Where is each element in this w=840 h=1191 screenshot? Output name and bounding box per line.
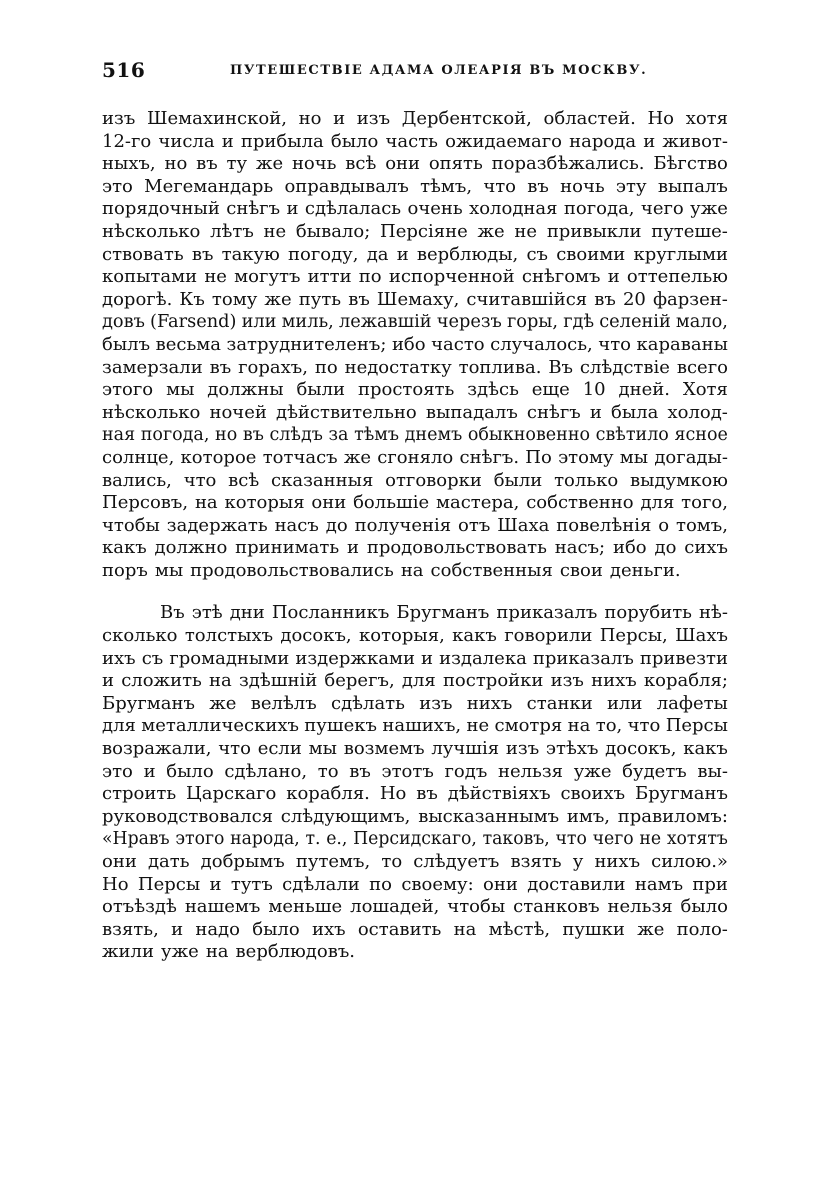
text-line: копытами не могутъ итти по испорченной снѣгомъ и оттепелью [102,266,728,288]
paragraph-2 [102,602,728,964]
paragraph-1 [102,108,728,582]
text-line: Персовъ, на которыя они большіе мастера, собственно для того, [102,492,728,514]
text-line: сколько толстыхъ досокъ, которыя, какъ говорили Персы, Шахъ [102,625,728,647]
text-line: вались, что всѣ сказанныя отговорки были только выдумкою [102,469,728,491]
text-line: ныхъ, но въ ту же ночь всѣ они опять поразбѣжались. Бѣгство [102,153,728,175]
text-line: взять, и надо было ихъ оставить на мѣстѣ, пушки же поло- [102,918,728,940]
text-line: они дать добрымъ путемъ, то слѣдуетъ взять у нихъ силою.» [102,851,728,872]
text-line: «Нравъ этого народа, т. е., Персидскаго, таковъ, что чего не хотятъ [102,829,728,850]
body-text [102,108,728,964]
running-title: ПУТЕШЕСТВІЕ АДАМА ОЛЕАРІЯ ВЪ МОСКВУ. [230,63,648,78]
text-line: какъ должно принимать и продовольствовать насъ; ибо до сихъ [102,537,728,559]
text-line: жили уже на верблюдовъ. [102,941,356,963]
text-line: для металлическихъ пушекъ нашихъ, не смотря на то, что Персы [102,715,728,737]
text-line: замерзали въ горахъ, по недостатку топлива. Въ слѣдствіе всего [102,356,728,378]
text-line: Но Персы и тутъ сдѣлали по своему: они доставили намъ при [102,873,728,895]
text-line: это и было сдѣлано, то въ этотъ годъ нельзя уже будетъ вы- [102,760,728,782]
page-number: 516 [102,58,146,82]
text-line: Бругманъ же велѣлъ сдѣлать изъ нихъ станки или лафеты [102,692,728,714]
text-line: чтобы задержать насъ до полученія отъ Шаха повелѣнія о томъ, [102,514,728,536]
text-line: нѣсколько лѣтъ не бывало; Персіяне же не привыкли путеше- [102,220,728,242]
text-line: возражали, что если мы возмемъ лучшія изъ этѣхъ досокъ, какъ [102,738,728,760]
text-line: порядочный снѣгъ и сдѣлалась очень холодная погода, чего уже [102,198,728,220]
text-line: и сложить на здѣшній берегъ, для постройки изъ нихъ корабля; [102,670,728,692]
text-line: строить Царскаго корабля. Но въ дѣйствіяхъ своихъ Бругманъ [102,783,728,805]
page-header [102,58,732,88]
text-line: ная погода, но въ слѣдъ за тѣмъ днемъ обыкновенно свѣтило ясное [102,425,728,446]
text-line: Въ этѣ дни Посланникъ Бругманъ приказалъ порубить нѣ- [160,602,728,624]
text-line: дорогѣ. Къ тому же путь въ Шемаху, считавшійся въ 20 фарзен- [102,288,728,310]
text-line: довъ (Farsend) или миль, лежавшій черезъ горы, гдѣ селеній мало, [102,312,728,333]
text-line: солнце, которое тотчасъ же сгоняло снѣгъ. По этому мы догады- [102,446,728,468]
text-line: ствовать въ такую погоду, да и верблюды, съ своими круглыми [102,243,728,265]
paragraph-gap [102,582,728,602]
text-line: изъ Шемахинской, но и изъ Дербентской, областей. Но хотя [102,108,728,129]
text-line: 12-го числа и прибыла было часть ожидаемаго народа и живот- [102,130,728,152]
text-line: этого мы должны были простоять здѣсь еще 10 дней. Хотя [102,379,728,401]
text-line: нѣсколько ночей дѣйствительно выпадалъ снѣгъ и была холод- [102,401,728,423]
text-line: былъ весьма затруднителенъ; ибо часто случалось, что караваны [102,333,728,355]
text-line: отъѣздѣ нашемъ меньше лошадей, чтобы станковъ нельзя было [102,896,728,918]
text-line: это Мегемандарь оправдывалъ тѣмъ, что въ ночь эту выпалъ [102,175,728,197]
text-line: ихъ съ громадными издержками и издалека приказалъ привезти [102,647,728,669]
text-line: руководствовался слѣдующимъ, высказаннымъ имъ, правиломъ: [102,805,728,827]
text-line: поръ мы продовольствовались на собственныя свои деньги. [102,559,681,581]
